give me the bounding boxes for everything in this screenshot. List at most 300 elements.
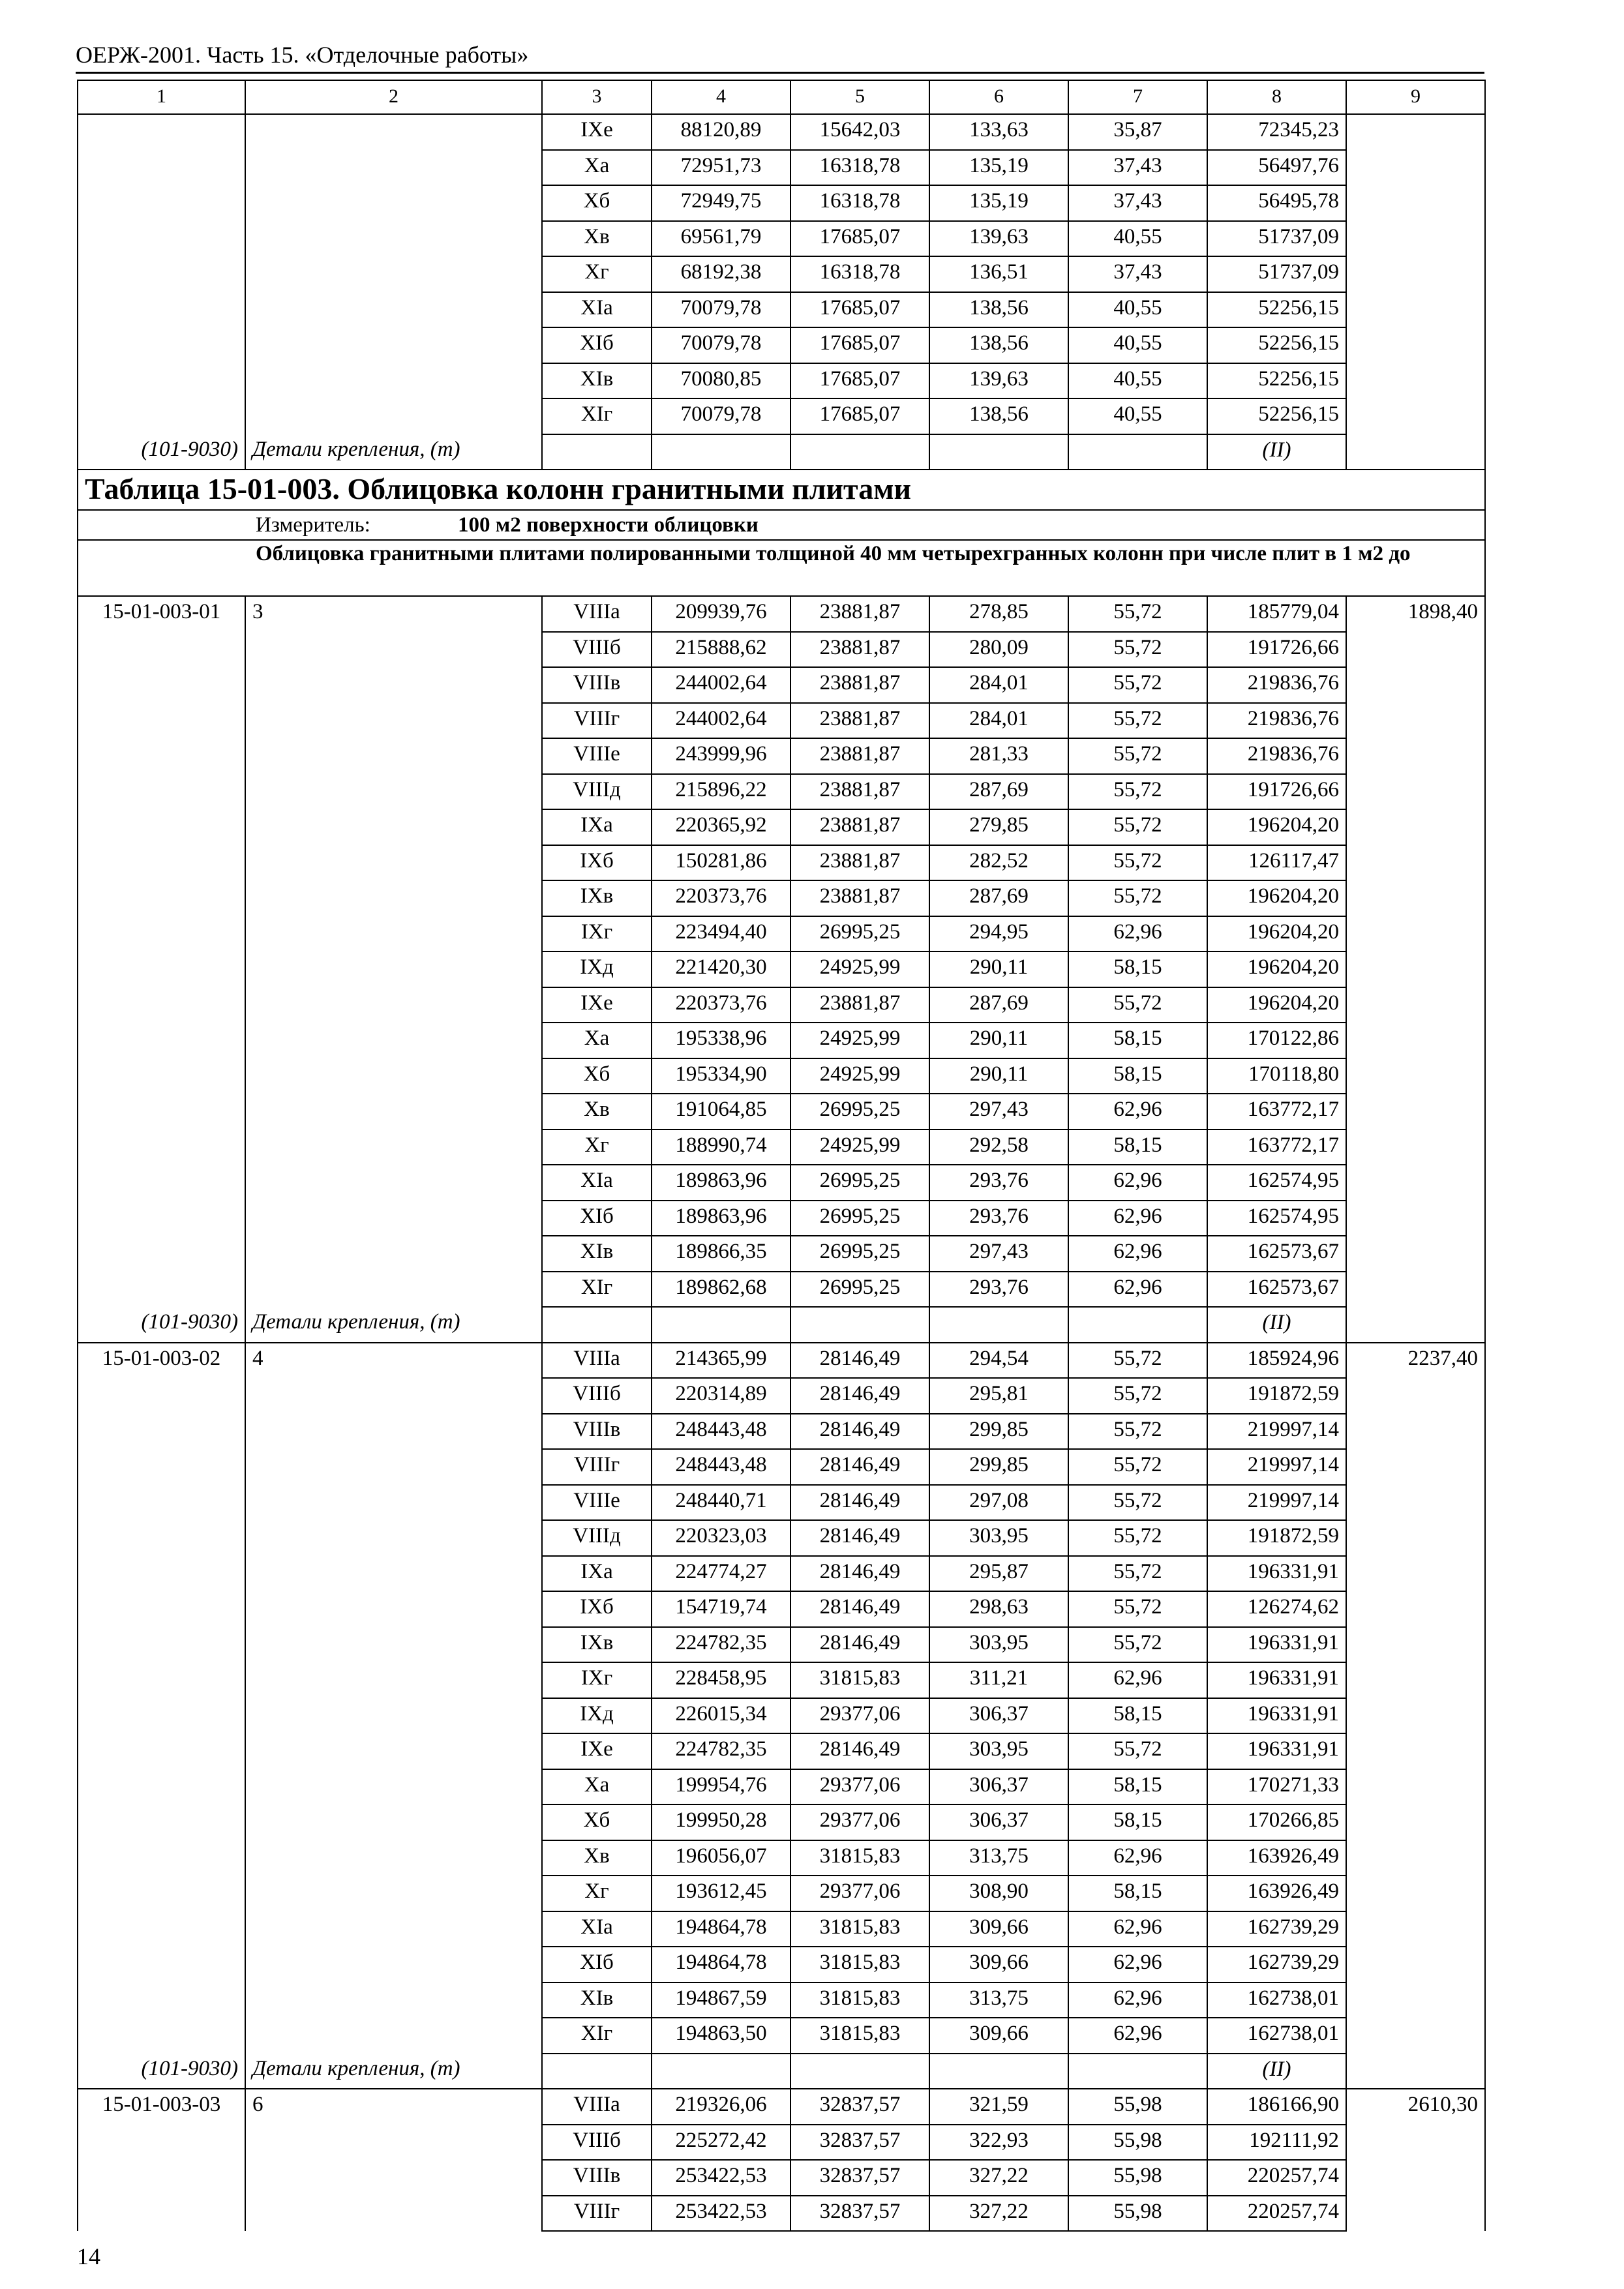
name-cell bbox=[245, 1982, 542, 2018]
value-cell: 248443,48 bbox=[652, 1414, 790, 1450]
value-cell: 163926,49 bbox=[1207, 1876, 1346, 1911]
code-cell bbox=[78, 1982, 245, 2018]
code-cell bbox=[78, 1378, 245, 1414]
name-cell bbox=[245, 1236, 542, 1272]
zone-cell: Xа bbox=[542, 1023, 652, 1058]
value-cell: 40,55 bbox=[1068, 363, 1207, 399]
value-cell: 62,96 bbox=[1068, 1165, 1207, 1201]
table-title: Таблица 15-01-003. Облицовка колонн гранитными плитами bbox=[78, 470, 1485, 510]
zone-cell: Xб bbox=[542, 1058, 652, 1094]
table-row bbox=[78, 667, 1485, 703]
table-row bbox=[78, 1130, 1485, 1165]
code-cell bbox=[78, 1662, 245, 1698]
value-cell: 69561,79 bbox=[652, 221, 790, 257]
empty-cell bbox=[929, 2054, 1068, 2089]
value-cell: 294,54 bbox=[929, 1343, 1068, 1379]
zone-cell: VIIIв bbox=[542, 2160, 652, 2196]
code-cell bbox=[78, 1130, 245, 1165]
value-cell: 163926,49 bbox=[1207, 1840, 1346, 1876]
price-cell bbox=[1346, 1556, 1485, 1592]
value-cell: 196331,91 bbox=[1207, 1733, 1346, 1769]
name-cell bbox=[245, 1876, 542, 1911]
column-number: 1 bbox=[78, 80, 245, 114]
value-cell: 70079,78 bbox=[652, 292, 790, 328]
value-cell: 311,21 bbox=[929, 1662, 1068, 1698]
value-cell: 306,37 bbox=[929, 1769, 1068, 1805]
fasteners-row bbox=[78, 1307, 1485, 1343]
zone-cell: VIIIе bbox=[542, 738, 652, 774]
value-cell: 193612,45 bbox=[652, 1876, 790, 1911]
name-cell bbox=[245, 2018, 542, 2054]
empty-cell bbox=[542, 434, 652, 470]
value-cell: 55,72 bbox=[1068, 667, 1207, 703]
price-cell bbox=[1346, 256, 1485, 292]
price-cell bbox=[1346, 2018, 1485, 2054]
table-row bbox=[78, 1804, 1485, 1840]
empty-cell bbox=[929, 1307, 1068, 1343]
name-cell bbox=[245, 880, 542, 916]
value-cell: 28146,49 bbox=[790, 1733, 929, 1769]
value-cell: 15642,03 bbox=[790, 114, 929, 150]
value-cell: 287,69 bbox=[929, 880, 1068, 916]
zone-cell: IXб bbox=[542, 1591, 652, 1627]
value-cell: 32837,57 bbox=[790, 2089, 929, 2125]
value-cell: 37,43 bbox=[1068, 185, 1207, 221]
value-cell: 278,85 bbox=[929, 596, 1068, 632]
code-cell bbox=[78, 1876, 245, 1911]
value-cell: 55,72 bbox=[1068, 1556, 1207, 1592]
value-cell: 298,63 bbox=[929, 1591, 1068, 1627]
code-cell bbox=[78, 2125, 245, 2161]
price-cell bbox=[1346, 1876, 1485, 1911]
code-cell bbox=[78, 363, 245, 399]
fasteners-row bbox=[78, 434, 1485, 470]
name-cell bbox=[245, 1058, 542, 1094]
zone-cell: Xб bbox=[542, 185, 652, 221]
value-cell: 189862,68 bbox=[652, 1272, 790, 1308]
table-row bbox=[78, 1520, 1485, 1556]
value-cell: 32837,57 bbox=[790, 2160, 929, 2196]
value-cell: 32837,57 bbox=[790, 2196, 929, 2232]
name-cell bbox=[245, 327, 542, 363]
zone-cell: Xг bbox=[542, 1130, 652, 1165]
price-cell bbox=[1346, 150, 1485, 186]
zone-cell: IXг bbox=[542, 1662, 652, 1698]
value-cell: 185924,96 bbox=[1207, 1343, 1346, 1379]
value-cell: 55,72 bbox=[1068, 987, 1207, 1023]
empty-cell bbox=[1346, 434, 1485, 470]
name-cell bbox=[245, 1911, 542, 1947]
price-cell bbox=[1346, 1272, 1485, 1308]
value-cell: 135,19 bbox=[929, 150, 1068, 186]
value-cell: 220365,92 bbox=[652, 809, 790, 845]
code-cell bbox=[78, 1023, 245, 1058]
value-cell: 62,96 bbox=[1068, 1272, 1207, 1308]
value-cell: 62,96 bbox=[1068, 1911, 1207, 1947]
value-cell: 62,96 bbox=[1068, 1982, 1207, 2018]
price-cell bbox=[1346, 1023, 1485, 1058]
price-cell: 2237,40 bbox=[1346, 1343, 1485, 1379]
value-cell: 29377,06 bbox=[790, 1769, 929, 1805]
value-cell: 23881,87 bbox=[790, 809, 929, 845]
code-cell bbox=[78, 327, 245, 363]
value-cell: 24925,99 bbox=[790, 1023, 929, 1058]
price-cell bbox=[1346, 667, 1485, 703]
value-cell: 284,01 bbox=[929, 667, 1068, 703]
price-cell bbox=[1346, 1591, 1485, 1627]
value-cell: 32837,57 bbox=[790, 2125, 929, 2161]
value-cell: 163772,17 bbox=[1207, 1130, 1346, 1165]
code-cell bbox=[78, 738, 245, 774]
value-cell: 196204,20 bbox=[1207, 880, 1346, 916]
value-cell: 138,56 bbox=[929, 292, 1068, 328]
column-number: 7 bbox=[1068, 80, 1207, 114]
measure-row bbox=[78, 510, 1485, 540]
value-cell: 136,51 bbox=[929, 256, 1068, 292]
empty-cell bbox=[652, 2054, 790, 2089]
value-cell: 26995,25 bbox=[790, 1201, 929, 1236]
resource-code: (101-9030) bbox=[78, 434, 245, 470]
value-cell: 282,52 bbox=[929, 845, 1068, 881]
value-cell: 52256,15 bbox=[1207, 327, 1346, 363]
name-cell bbox=[245, 2160, 542, 2196]
table-row bbox=[78, 1982, 1485, 2018]
zone-cell: VIIIг bbox=[542, 703, 652, 739]
value-cell: 294,95 bbox=[929, 916, 1068, 952]
value-cell: 215896,22 bbox=[652, 774, 790, 810]
zone-cell: VIIIд bbox=[542, 774, 652, 810]
value-cell: 195334,90 bbox=[652, 1058, 790, 1094]
table-row bbox=[78, 185, 1485, 221]
value-cell: 40,55 bbox=[1068, 327, 1207, 363]
table-row bbox=[78, 327, 1485, 363]
price-cell bbox=[1346, 1911, 1485, 1947]
value-cell: 55,72 bbox=[1068, 738, 1207, 774]
table-row bbox=[78, 596, 1485, 632]
value-cell: 280,09 bbox=[929, 632, 1068, 668]
price-cell bbox=[1346, 1485, 1485, 1521]
value-cell: 248443,48 bbox=[652, 1449, 790, 1485]
zone-cell: VIIIв bbox=[542, 1414, 652, 1450]
header-rule bbox=[76, 72, 1484, 74]
value-cell: 26995,25 bbox=[790, 1165, 929, 1201]
price-cell bbox=[1346, 1982, 1485, 2018]
name-cell bbox=[245, 987, 542, 1023]
resource-code: (101-9030) bbox=[78, 1307, 245, 1343]
value-cell: 162573,67 bbox=[1207, 1236, 1346, 1272]
code-cell bbox=[78, 987, 245, 1023]
value-cell: 62,96 bbox=[1068, 1094, 1207, 1130]
name-cell bbox=[245, 256, 542, 292]
table-row bbox=[78, 1876, 1485, 1911]
table-row bbox=[78, 221, 1485, 257]
name-cell bbox=[245, 292, 542, 328]
empty-cell bbox=[542, 2054, 652, 2089]
zone-cell: VIIIб bbox=[542, 632, 652, 668]
zone-cell: XIб bbox=[542, 327, 652, 363]
resource-unit: (II) bbox=[1207, 2054, 1346, 2089]
value-cell: 299,85 bbox=[929, 1414, 1068, 1450]
table-row bbox=[78, 1165, 1485, 1201]
price-cell bbox=[1346, 1662, 1485, 1698]
empty-cell bbox=[1068, 1307, 1207, 1343]
value-cell: 55,72 bbox=[1068, 774, 1207, 810]
table-row bbox=[78, 292, 1485, 328]
value-cell: 24925,99 bbox=[790, 1130, 929, 1165]
table-row bbox=[78, 845, 1485, 881]
table-row bbox=[78, 1236, 1485, 1272]
value-cell: 51737,09 bbox=[1207, 256, 1346, 292]
value-cell: 58,15 bbox=[1068, 1058, 1207, 1094]
column-number: 9 bbox=[1346, 80, 1485, 114]
value-cell: 223494,40 bbox=[652, 916, 790, 952]
price-cell bbox=[1346, 632, 1485, 668]
value-cell: 55,98 bbox=[1068, 2089, 1207, 2125]
value-cell: 55,72 bbox=[1068, 1485, 1207, 1521]
value-cell: 28146,49 bbox=[790, 1591, 929, 1627]
empty-cell bbox=[1346, 2054, 1485, 2089]
value-cell: 162738,01 bbox=[1207, 1982, 1346, 2018]
table-row bbox=[78, 1201, 1485, 1236]
value-cell: 37,43 bbox=[1068, 150, 1207, 186]
value-cell: 209939,76 bbox=[652, 596, 790, 632]
value-cell: 51737,09 bbox=[1207, 221, 1346, 257]
empty-cell bbox=[1068, 2054, 1207, 2089]
code-cell bbox=[78, 809, 245, 845]
table-row bbox=[78, 398, 1485, 434]
code-cell bbox=[78, 1165, 245, 1201]
value-cell: 52256,15 bbox=[1207, 292, 1346, 328]
value-cell: 55,98 bbox=[1068, 2160, 1207, 2196]
value-cell: 162738,01 bbox=[1207, 2018, 1346, 2054]
name-cell bbox=[245, 1556, 542, 1592]
column-number: 2 bbox=[245, 80, 542, 114]
value-cell: 215888,62 bbox=[652, 632, 790, 668]
value-cell: 321,59 bbox=[929, 2089, 1068, 2125]
name-cell bbox=[245, 1378, 542, 1414]
zone-cell: VIIIб bbox=[542, 2125, 652, 2161]
code-cell bbox=[78, 1520, 245, 1556]
name-cell bbox=[245, 1094, 542, 1130]
price-cell bbox=[1346, 1236, 1485, 1272]
zone-cell: XIа bbox=[542, 1911, 652, 1947]
table-row bbox=[78, 1591, 1485, 1627]
value-cell: 62,96 bbox=[1068, 916, 1207, 952]
price-cell bbox=[1346, 1414, 1485, 1450]
value-cell: 28146,49 bbox=[790, 1343, 929, 1379]
value-cell: 196331,91 bbox=[1207, 1627, 1346, 1663]
price-cell bbox=[1346, 1947, 1485, 1982]
value-cell: 26995,25 bbox=[790, 1272, 929, 1308]
code-cell bbox=[78, 1804, 245, 1840]
price-cell bbox=[1346, 1804, 1485, 1840]
value-cell: 139,63 bbox=[929, 363, 1068, 399]
value-cell: 244002,64 bbox=[652, 667, 790, 703]
value-cell: 196204,20 bbox=[1207, 987, 1346, 1023]
value-cell: 297,08 bbox=[929, 1485, 1068, 1521]
zone-cell: VIIIв bbox=[542, 667, 652, 703]
code-cell bbox=[78, 1272, 245, 1308]
value-cell: 219997,14 bbox=[1207, 1485, 1346, 1521]
value-cell: 327,22 bbox=[929, 2160, 1068, 2196]
value-cell: 55,72 bbox=[1068, 632, 1207, 668]
price-cell bbox=[1346, 1130, 1485, 1165]
value-cell: 16318,78 bbox=[790, 185, 929, 221]
table-row bbox=[78, 1947, 1485, 1982]
name-cell bbox=[245, 809, 542, 845]
code-cell bbox=[78, 880, 245, 916]
value-cell: 219836,76 bbox=[1207, 667, 1346, 703]
value-cell: 162739,29 bbox=[1207, 1911, 1346, 1947]
code-cell bbox=[78, 185, 245, 221]
zone-cell: IXг bbox=[542, 916, 652, 952]
value-cell: 194863,50 bbox=[652, 2018, 790, 2054]
code-cell bbox=[78, 2160, 245, 2196]
empty-cell bbox=[790, 1307, 929, 1343]
value-cell: 26995,25 bbox=[790, 1236, 929, 1272]
name-cell bbox=[245, 1165, 542, 1201]
code-cell bbox=[78, 916, 245, 952]
value-cell: 308,90 bbox=[929, 1876, 1068, 1911]
resource-label: Детали крепления, (т) bbox=[245, 434, 542, 470]
value-cell: 293,76 bbox=[929, 1165, 1068, 1201]
value-cell: 55,72 bbox=[1068, 1414, 1207, 1450]
value-cell: 52256,15 bbox=[1207, 398, 1346, 434]
value-cell: 55,72 bbox=[1068, 1378, 1207, 1414]
rates-table bbox=[77, 80, 1486, 2232]
zone-cell: XIв bbox=[542, 1982, 652, 2018]
price-cell bbox=[1346, 916, 1485, 952]
value-cell: 139,63 bbox=[929, 221, 1068, 257]
empty-cell bbox=[652, 1307, 790, 1343]
value-cell: 28146,49 bbox=[790, 1414, 929, 1450]
value-cell: 62,96 bbox=[1068, 1236, 1207, 1272]
value-cell: 253422,53 bbox=[652, 2196, 790, 2232]
value-cell: 58,15 bbox=[1068, 1023, 1207, 1058]
value-cell: 23881,87 bbox=[790, 632, 929, 668]
price-cell bbox=[1346, 1378, 1485, 1414]
value-cell: 191872,59 bbox=[1207, 1378, 1346, 1414]
zone-cell: XIг bbox=[542, 1272, 652, 1308]
code-cell bbox=[78, 1698, 245, 1734]
value-cell: 55,72 bbox=[1068, 1591, 1207, 1627]
value-cell: 287,69 bbox=[929, 774, 1068, 810]
code-cell bbox=[78, 1840, 245, 1876]
price-cell bbox=[1346, 114, 1485, 150]
name-cell bbox=[245, 1591, 542, 1627]
table-row bbox=[78, 1414, 1485, 1450]
section-title-row bbox=[78, 470, 1485, 510]
code-cell bbox=[78, 1556, 245, 1592]
name-cell: 4 bbox=[245, 1343, 542, 1379]
table-row bbox=[78, 703, 1485, 739]
value-cell: 135,19 bbox=[929, 185, 1068, 221]
price-cell bbox=[1346, 1094, 1485, 1130]
code-cell: 15-01-003-02 bbox=[78, 1343, 245, 1379]
value-cell: 23881,87 bbox=[790, 596, 929, 632]
price-cell bbox=[1346, 327, 1485, 363]
name-cell bbox=[245, 1485, 542, 1521]
value-cell: 23881,87 bbox=[790, 667, 929, 703]
rates-table-body bbox=[78, 80, 1485, 2231]
name-cell bbox=[245, 703, 542, 739]
table-row bbox=[78, 809, 1485, 845]
name-cell bbox=[245, 221, 542, 257]
value-cell: 72951,73 bbox=[652, 150, 790, 186]
column-number: 6 bbox=[929, 80, 1068, 114]
table-row bbox=[78, 1023, 1485, 1058]
value-cell: 23881,87 bbox=[790, 880, 929, 916]
code-cell bbox=[78, 845, 245, 881]
value-cell: 31815,83 bbox=[790, 2018, 929, 2054]
value-cell: 226015,34 bbox=[652, 1698, 790, 1734]
table-row bbox=[78, 363, 1485, 399]
name-cell bbox=[245, 1130, 542, 1165]
value-cell: 16318,78 bbox=[790, 150, 929, 186]
table-row bbox=[78, 2160, 1485, 2196]
value-cell: 72949,75 bbox=[652, 185, 790, 221]
zone-cell: VIIIг bbox=[542, 1449, 652, 1485]
value-cell: 322,93 bbox=[929, 2125, 1068, 2161]
value-cell: 284,01 bbox=[929, 703, 1068, 739]
value-cell: 292,58 bbox=[929, 1130, 1068, 1165]
name-cell bbox=[245, 1804, 542, 1840]
resource-code: (101-9030) bbox=[78, 2054, 245, 2089]
table-row bbox=[78, 987, 1485, 1023]
code-cell: 15-01-003-01 bbox=[78, 596, 245, 632]
price-cell bbox=[1346, 809, 1485, 845]
value-cell: 28146,49 bbox=[790, 1378, 929, 1414]
value-cell: 290,11 bbox=[929, 1023, 1068, 1058]
price-cell bbox=[1346, 951, 1485, 987]
value-cell: 214365,99 bbox=[652, 1343, 790, 1379]
code-cell bbox=[78, 221, 245, 257]
table-row bbox=[78, 1094, 1485, 1130]
table-row bbox=[78, 632, 1485, 668]
value-cell: 28146,49 bbox=[790, 1520, 929, 1556]
zone-cell: VIIIг bbox=[542, 2196, 652, 2232]
value-cell: 290,11 bbox=[929, 951, 1068, 987]
value-cell: 253422,53 bbox=[652, 2160, 790, 2196]
price-cell: 1898,40 bbox=[1346, 596, 1485, 632]
name-cell bbox=[245, 951, 542, 987]
resource-label: Детали крепления, (т) bbox=[245, 2054, 542, 2089]
price-cell bbox=[1346, 1627, 1485, 1663]
value-cell: 219836,76 bbox=[1207, 738, 1346, 774]
value-cell: 297,43 bbox=[929, 1236, 1068, 1272]
work-description: Облицовка гранитными плитами полированными толщиной 40 мм четырехгранных колонн при числе плит в 1 м2 до bbox=[78, 540, 1485, 596]
zone-cell: IXа bbox=[542, 809, 652, 845]
value-cell: 189863,96 bbox=[652, 1165, 790, 1201]
value-cell: 62,96 bbox=[1068, 2018, 1207, 2054]
value-cell: 299,85 bbox=[929, 1449, 1068, 1485]
value-cell: 55,72 bbox=[1068, 1449, 1207, 1485]
value-cell: 58,15 bbox=[1068, 1698, 1207, 1734]
code-cell bbox=[78, 1449, 245, 1485]
value-cell: 191872,59 bbox=[1207, 1520, 1346, 1556]
code-cell bbox=[78, 667, 245, 703]
value-cell: 70079,78 bbox=[652, 327, 790, 363]
measure-cell bbox=[78, 510, 1485, 540]
code-cell bbox=[78, 1414, 245, 1450]
value-cell: 154719,74 bbox=[652, 1591, 790, 1627]
code-cell bbox=[78, 292, 245, 328]
name-cell bbox=[245, 1023, 542, 1058]
table-row bbox=[78, 1378, 1485, 1414]
empty-cell bbox=[790, 2054, 929, 2089]
value-cell: 62,96 bbox=[1068, 1201, 1207, 1236]
empty-cell bbox=[929, 434, 1068, 470]
